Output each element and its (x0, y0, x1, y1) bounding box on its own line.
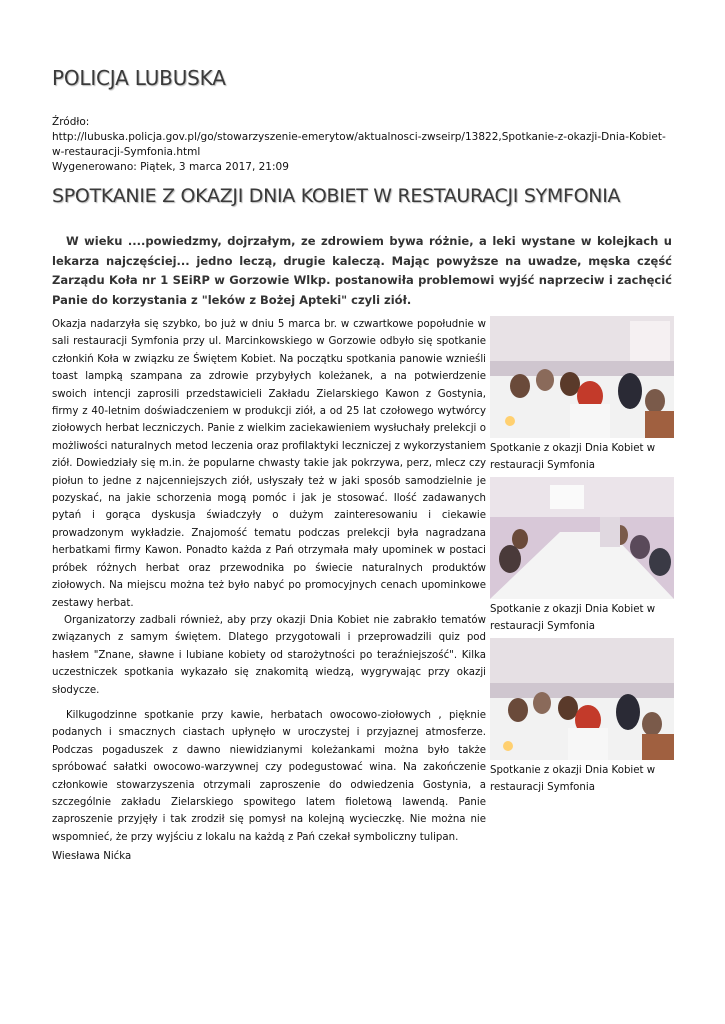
photo-caption: Spotkanie z okazji Dnia Kobiet w restauracji Symfonia (490, 443, 656, 471)
article-title: SPOTKANIE Z OKAZJI DNIA KOBIET W RESTAURACJI SYMFONIA (52, 185, 621, 207)
article-paragraph-2 (52, 612, 486, 699)
article-paragraph-1: Okazja nadarzyła się szybko, bo już w dniu 5 marca br. w czwartkowe popołudnie w sali restauracji Symfonia przy ul. Marcinkowskiego w Gorzowie odbyło się spotkanie członkiń Koła w związku ze Świętem Kobiet. Na początku spotkania panowie wznieśli toast lampką szampana za zdrowie przybyłych koleżanek, a na potwierdzenie swoich intencji zaprosili przedstawicieli Zakładu Zielarskiego Kawon z Gostynia, firmy z 40-letnim doświadczeniem w produkcji ziół, a od 25 lat czołowego wytwórcy ziołowych herbat leczniczych. Panie z wielkim zaciekawieniem wysłuchały prelekcji o możliwości naturalnych metod leczenia oraz profilaktyki leczniczej z wykorzystaniem ziół. Dowiedziały się m.in. że popularne chwasty takie jak pokrzywa, perz, mlecz czy piołun to jedne z najcenniejszych ziół, usłyszały też w jaki sposób samodzielnie je pozyskać, na jakie schorzenia mogą pomóc i jak je stosować. Ilość zadawanych pytań i gorąca dyskusja świadczyły o dużym zainteresowaniu i ciekawie prowadzonym wykładzie. Znajomość tematu podczas prelekcji była nagradzana herbatkami firmy Kawon. Ponadto każda z Pań otrzymała mały upominek w postaci próbek różnych herbat oraz przewodnika po świecie naturalnych produktów ziołowych. Na miejscu można też było nabyć po promocyjnych cenach upominkowe zestawy herbat. (52, 319, 486, 609)
article-paragraph-3 (52, 707, 486, 846)
article-lead (52, 232, 672, 310)
photo-1[interactable] (490, 316, 674, 477)
article-paragraph-3-text: Kilkugodzinne spotkanie przy kawie, herbatach owocowo-ziołowych , pięknie podanych i smacznych ciastach upłynęło w uroczystej i przyjaznej atmosferze. Podczas pogaduszek z dawno niewidzianymi koleżankami można było także spróbować sałatki owocowo-warzywnej czy podegustować wina. Na zakończenie członkowie stowarzyszenia otrzymali zaproszenie do odwiedzenia Gostynia, a szczególnie zakładu Zielarskiego spowitego latem fioletową lawendą. Panie zaproszenie przyjęły i tak zrodził się pomysł na kolejną wycieczkę. Nie można nie wspomnieć, że przy wyjściu z lokalu na każdą z Pań czekał symboliczny tulipan. (52, 709, 486, 843)
generated-date: Wygenerowano: Piątek, 3 marca 2017, 21:09 (52, 161, 289, 173)
article-body (52, 316, 486, 846)
photo-2[interactable] (490, 477, 674, 638)
photo-gallery (490, 316, 674, 799)
article-lead-text: W wieku ....powiedzmy, dojrzałym, ze zdrowiem bywa różnie, a leki wystane w kolejkach u lekarza najczęściej... jedno leczą, drugie kaleczą. Mając powyższe na uwadze, męska część Zarządu Koła nr 1 SEiRP w Gorzowie Wlkp. postanowiła problemowi wyjść naprzeciw i zachęcić Panie do korzystania z "leków z Bożej Apteki" czyli ziół. (52, 234, 672, 307)
article-author: Wiesława Nićka (52, 851, 132, 862)
photo-3[interactable] (490, 638, 674, 799)
event-photo-image (490, 316, 674, 438)
event-photo-image (490, 477, 674, 599)
source-url[interactable]: http://lubuska.policja.gov.pl/go/stowarzyszenie-emerytow/aktualnosci-zwseirp/13822,Spotkanie-z-okazji-Dnia-Kobiet-w-restauracji-Symfonia.html (52, 131, 666, 158)
site-title: POLICJA LUBUSKA (52, 66, 226, 90)
event-photo-image (490, 638, 674, 760)
photo-caption: Spotkanie z okazji Dnia Kobiet w restauracji Symfonia (490, 765, 656, 793)
source-label: Źródło: (52, 116, 90, 128)
source-meta (52, 115, 674, 175)
article-paragraph-2-text: Organizatorzy zadbali również, aby przy okazji Dnia Kobiet nie zabrakło tematów związanych z samym świętem. Dlatego przygotowali i przeprowadzili quiz pod hasłem "Znane, sławne i lubiane kobiety od starożytności po teraźniejszość". Kilka uczestniczek spotkania wykazało się znakomitą wiedzą, wygrywając przy okazji słodycze. (52, 614, 486, 696)
photo-caption: Spotkanie z okazji Dnia Kobiet w restauracji Symfonia (490, 604, 656, 632)
